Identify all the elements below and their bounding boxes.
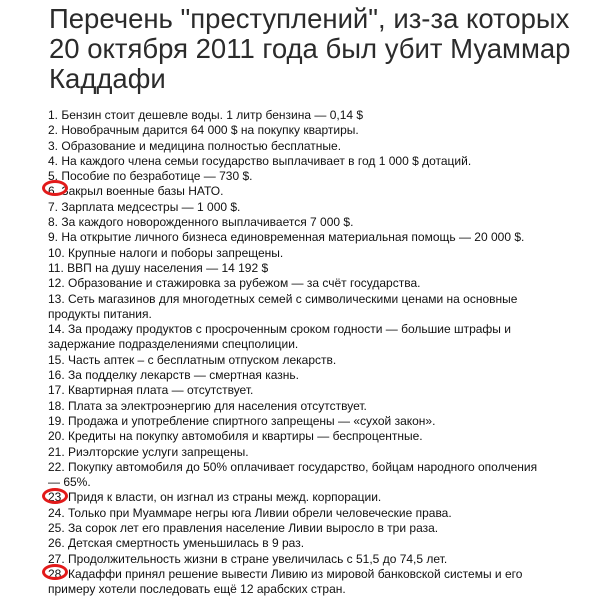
list-item: 12. Образование и стажировка за рубежом — за счёт государства. bbox=[48, 276, 421, 291]
list-item: 17. Квартирная плата — отсутствует. bbox=[48, 383, 254, 398]
list-item: 16. За подделку лекарств — смертная казнь. bbox=[48, 368, 299, 383]
list-item: 26. Детская смертность уменьшилась в 9 раз. bbox=[48, 536, 305, 551]
list-item: 19. Продажа и употребление спиртного запрещены — «сухой закон». bbox=[48, 413, 436, 428]
list-item: 7. Зарплата медсестры — 1 000 $. bbox=[48, 199, 241, 214]
list-item: 14. За продажу продуктов с просроченным сроком годности — большие штрафы и задержание подразделениями спецполиции. bbox=[48, 322, 511, 352]
crimes-list bbox=[48, 108, 548, 598]
list-item: 24. Только при Муаммаре негры юга Ливии обрели человеческие права. bbox=[48, 505, 452, 520]
list-item: 25. За сорок лет его правления население Ливии выросло в три раза. bbox=[48, 521, 439, 536]
list-item: 18. Плата за электроэнергию для населения отсутствует. bbox=[48, 398, 367, 413]
list-item: 5. Пособие по безработице — 730 $. bbox=[48, 169, 253, 184]
list-item: 1. Бензин стоит дешевле воды. 1 литр бензина — 0,14 $ bbox=[48, 108, 364, 122]
list-item: 20. Кредиты на покупку автомобиля и квартиры — беспроцентные. bbox=[48, 429, 423, 444]
list-item: 2. Новобрачным дарится 64 000 $ на покупку квартиры. bbox=[48, 123, 359, 138]
list-item: 10. Крупные налоги и поборы запрещены. bbox=[48, 245, 284, 260]
list-item: 3. Образование и медицина полностью бесплатные. bbox=[48, 138, 342, 153]
list-item: 21. Риэлторские услуги запрещены. bbox=[48, 444, 249, 459]
list-item: 22. Покупку автомобиля до 50% оплачивает государство, бойцам народного ополчения — 65%. bbox=[48, 459, 538, 490]
list-item: 27. Продолжительность жизни в стране увеличилась с 51,5 до 74,5 лет. bbox=[48, 551, 448, 566]
list-item: 8. За каждого новорожденного выплачивается 7 000 $. bbox=[48, 215, 354, 230]
list-item: 11. ВВП на душу населения — 14 192 $ bbox=[48, 260, 269, 275]
list-item: 28. Кадаффи принял решение вывести Ливию из мировой банковской системы и его примеру хотели последовать ещё 12 арабских стран. bbox=[48, 566, 523, 597]
list-item: 13. Сеть магазинов для многодетных семей с символическими ценами на основные продукты питания. bbox=[48, 291, 518, 321]
list-item: 6. Закрыл военные базы НАТО. bbox=[48, 184, 224, 199]
red-circle-mark-item-6 bbox=[42, 180, 68, 196]
list-item: 4. На каждого члена семьи государство выплачивает в год 1 000 $ дотаций. bbox=[48, 153, 472, 168]
page-title: Перечень "преступлений", из-за которых 20 октября 2011 года был убит Муаммар Каддафи bbox=[49, 3, 571, 94]
red-circle-mark-item-23 bbox=[42, 488, 68, 504]
list-item: 23. Придя к власти, он изгнал из страны межд. корпорации. bbox=[48, 490, 382, 505]
list-item: 15. Часть аптек – с бесплатным отпуском лекарств. bbox=[48, 352, 337, 367]
red-circle-mark-item-28 bbox=[42, 564, 68, 580]
list-item: 9. На открытие личного бизнеса единовременная материальная помощь — 20 000 $. bbox=[48, 230, 525, 245]
